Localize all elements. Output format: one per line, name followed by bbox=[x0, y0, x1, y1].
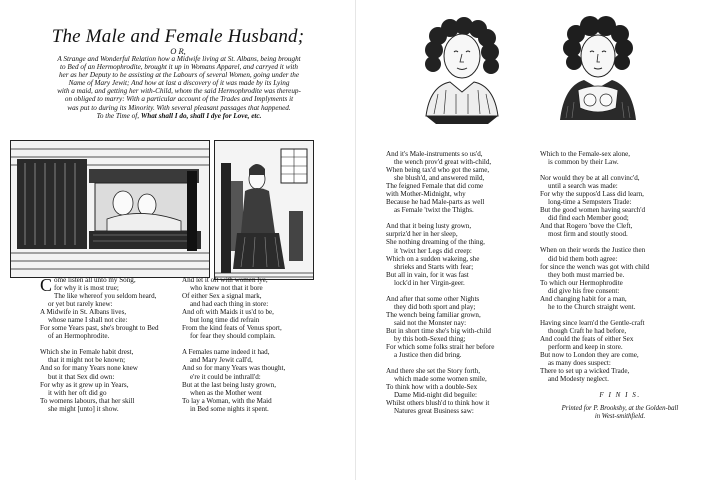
verse-line bbox=[182, 292, 348, 300]
tune-line bbox=[14, 112, 344, 120]
verse-line bbox=[386, 391, 546, 399]
finis: F I N I S. bbox=[599, 391, 641, 400]
verse-text: in Bed some nights it spent. bbox=[190, 404, 269, 413]
drop-cap: C bbox=[40, 275, 53, 295]
verse-text: for since the wench was got with child bbox=[540, 262, 650, 271]
verse-line bbox=[182, 364, 348, 372]
verse-line bbox=[386, 399, 546, 407]
verse-line bbox=[540, 279, 700, 287]
blurb-line: her as her Deputy to be assisting at the Labours of several Women, going under the bbox=[58, 71, 300, 80]
verse-line bbox=[386, 158, 546, 166]
verse-text: or yet but rarely knew: bbox=[48, 300, 113, 309]
verse-line bbox=[40, 332, 180, 340]
printer-imprint bbox=[540, 405, 700, 421]
verse-text: The feigned Female that did come bbox=[386, 182, 484, 191]
verse-text: To womens labours, that her skill bbox=[40, 396, 135, 405]
verse-text: For which some folks strait her before bbox=[386, 343, 495, 352]
blurb-line: A Strange and Wonderful Relation how a Midwife living at St. Albans, being brought bbox=[57, 55, 301, 63]
verse-text: Which she in Female habit drest, bbox=[40, 348, 134, 357]
verse-line bbox=[540, 222, 700, 230]
blurb-line: with a maid, and getting her with-Child, whom the said Hermophrodite was thereup- bbox=[57, 87, 301, 96]
verse-line bbox=[386, 263, 546, 271]
verse-line bbox=[182, 356, 348, 364]
verse-text: that it might not be known; bbox=[48, 356, 126, 365]
blurb-line: on obliged to marry: With a particular account of the Trades and Implyments it bbox=[64, 95, 294, 104]
verse-line bbox=[540, 174, 700, 182]
verse-text: whose name I shall not cite: bbox=[48, 316, 128, 325]
verse-text: is common by their Law. bbox=[548, 158, 619, 167]
verse-text: But at the last being lusty grown, bbox=[182, 380, 276, 389]
verse-line bbox=[182, 405, 348, 413]
stanza bbox=[386, 150, 546, 214]
verse-line bbox=[182, 324, 348, 332]
imprint-line: in West-smithfield. bbox=[594, 413, 646, 421]
verse-line bbox=[540, 335, 700, 343]
verse-line bbox=[540, 303, 700, 311]
verse-text: the wench prov'd great with-child, bbox=[394, 158, 492, 167]
verse-text: she blush'd, and answered mild, bbox=[394, 174, 485, 183]
verse-text: Which to the Female-sex alone, bbox=[540, 150, 631, 158]
verse-text: And so for many Years none knew bbox=[40, 364, 138, 373]
verse-text: Of either Sex a signal mark, bbox=[182, 292, 262, 301]
verse-text: did give his free consent: bbox=[548, 286, 620, 295]
verse-text: for why it is most true; bbox=[54, 284, 119, 293]
verse-text: And that it being lusty grown, bbox=[386, 222, 472, 231]
left-page-column-1 bbox=[40, 276, 180, 421]
blurb-line: was put to during its Minority. With several pleasant passages that happened. bbox=[67, 103, 291, 112]
ballad-description bbox=[14, 55, 344, 120]
verse-text: said not the Monster nay: bbox=[394, 318, 467, 327]
verse-text: Because he had Male-parts as well bbox=[386, 198, 485, 207]
verse-line bbox=[386, 375, 546, 383]
verse-text: She nothing dreaming of the thing, bbox=[386, 238, 485, 247]
verse-text: And could the feats of either Sex bbox=[540, 334, 634, 343]
verse-line bbox=[182, 276, 348, 284]
verse-text: for fear they should complain. bbox=[190, 332, 276, 341]
verse-line bbox=[182, 308, 348, 316]
verse-line bbox=[540, 351, 700, 359]
verse-line bbox=[386, 271, 546, 279]
verse-text: a Justice then did bring. bbox=[394, 351, 462, 360]
woodcut-seated-figure bbox=[214, 140, 314, 280]
verse-text: Having since learn'd the Gentle-craft bbox=[540, 318, 645, 327]
portrait-female-woodcut bbox=[552, 16, 642, 131]
verse-line bbox=[386, 311, 546, 319]
tune-name: What shall I do, shall I dye for Love, etc. bbox=[140, 111, 262, 120]
verse-text: When on their words the Justice then bbox=[540, 246, 646, 255]
verse-text: and had each thing in store: bbox=[190, 300, 269, 309]
verse-line bbox=[386, 383, 546, 391]
verse-line bbox=[386, 230, 546, 238]
verse-line bbox=[182, 348, 348, 356]
verse-line bbox=[386, 255, 546, 263]
verse-line bbox=[540, 287, 700, 295]
verse-line bbox=[386, 206, 546, 214]
verse-text: A Females name indeed it had, bbox=[182, 348, 270, 357]
stanza bbox=[182, 276, 348, 340]
verse-text: he to the Church straight went. bbox=[548, 302, 636, 311]
verse-line bbox=[386, 327, 546, 335]
verse-text: But now to London they are come, bbox=[540, 351, 639, 360]
tune-prefix: To the Time of, bbox=[96, 111, 140, 120]
verse-line bbox=[182, 381, 348, 389]
verse-line bbox=[540, 271, 700, 279]
verse-line bbox=[386, 174, 546, 182]
woodcut-bed-scene bbox=[10, 140, 210, 278]
verse-line bbox=[386, 351, 546, 359]
verse-text: lock'd in her Virgin-geer. bbox=[394, 278, 465, 287]
verse-line bbox=[540, 319, 700, 327]
verse-text: though Craft he had before, bbox=[548, 326, 627, 335]
verse-text: it with her oft did go bbox=[48, 388, 107, 397]
right-page bbox=[356, 0, 712, 480]
verse-line bbox=[386, 222, 546, 230]
verse-text: Nor would they be at all convinc'd, bbox=[540, 174, 640, 183]
verse-line bbox=[386, 295, 546, 303]
verse-line bbox=[40, 364, 180, 372]
verse-line bbox=[40, 316, 180, 324]
verse-text: long-time a Sempsters Trade: bbox=[548, 198, 632, 207]
verse-line bbox=[386, 238, 546, 246]
verse-text: it 'twixt her Legs did creep: bbox=[394, 246, 472, 255]
stanza bbox=[386, 367, 546, 415]
verse-line bbox=[386, 150, 546, 158]
stanza bbox=[40, 276, 180, 340]
verse-text: as many does suspect: bbox=[548, 359, 611, 368]
verse-text: For why as it grew up in Years, bbox=[40, 380, 129, 389]
verse-text: she might [unto] it show. bbox=[48, 404, 119, 413]
verse-line bbox=[40, 397, 180, 405]
verse-line bbox=[182, 316, 348, 324]
verse-line bbox=[182, 332, 348, 340]
portrait-male-woodcut bbox=[416, 16, 506, 131]
verse-text: When being tax'd who got the same, bbox=[386, 166, 490, 175]
verse-line bbox=[540, 367, 700, 375]
verse-text: by this both-Sexed thing; bbox=[394, 334, 466, 343]
verse-line bbox=[540, 214, 700, 222]
verse-line bbox=[40, 381, 180, 389]
verse-line bbox=[40, 389, 180, 397]
title-or: O R, bbox=[170, 46, 186, 56]
blurb-line: Name of Mary Jewit; And how at last a discovery of it was made by its Lying bbox=[68, 79, 290, 88]
verse-line bbox=[386, 319, 546, 327]
verse-line bbox=[386, 198, 546, 206]
verse-line bbox=[182, 284, 348, 292]
verse-line bbox=[540, 158, 700, 166]
verse-text: Which on a sudden wakeing, she bbox=[386, 254, 480, 263]
verse-line bbox=[386, 247, 546, 255]
verse-line bbox=[40, 356, 180, 364]
verse-line bbox=[40, 292, 180, 300]
verse-line bbox=[386, 303, 546, 311]
verse-text: but long time did refrain bbox=[190, 316, 260, 325]
verse-line bbox=[40, 308, 180, 316]
stanza bbox=[540, 174, 700, 238]
stanza bbox=[40, 348, 180, 412]
verse-line bbox=[40, 284, 180, 292]
verse-text: And let it oft with women lye, bbox=[182, 276, 268, 284]
verse-text: Natures great Business saw: bbox=[394, 407, 474, 416]
verse-text: The wench being familiar grown, bbox=[386, 310, 481, 319]
stanza bbox=[540, 319, 700, 383]
verse-text: but it that Sex did own: bbox=[48, 372, 115, 381]
verse-line bbox=[540, 327, 700, 335]
verse-text: e're it could be inthrall'd: bbox=[190, 372, 261, 381]
verse-line bbox=[386, 182, 546, 190]
stanza bbox=[182, 348, 348, 412]
verse-text: they did both sport and play; bbox=[394, 302, 476, 311]
verse-text: perform and keep in store. bbox=[548, 342, 623, 351]
verse-text: which made some women smile, bbox=[394, 375, 487, 384]
verse-line bbox=[540, 246, 700, 254]
verse-text: And it's Male-instruments so us'd, bbox=[386, 150, 483, 158]
verse-text: And there she set the Story forth, bbox=[386, 367, 480, 376]
verse-line bbox=[182, 300, 348, 308]
verse-text: And that Rogero 'bove the Cleft, bbox=[540, 222, 633, 231]
left-page-column-2 bbox=[182, 276, 348, 421]
verse-line bbox=[40, 348, 180, 356]
verse-line bbox=[386, 166, 546, 174]
verse-text: and Modesty neglect. bbox=[548, 375, 609, 384]
verse-text: of an Hermophrodite. bbox=[48, 332, 110, 341]
verse-line bbox=[540, 182, 700, 190]
verse-line bbox=[540, 375, 700, 383]
verse-line bbox=[40, 324, 180, 332]
verse-line bbox=[540, 150, 700, 158]
verse-text: until a search was made: bbox=[548, 182, 618, 191]
verse-text: The like whereof you seldom heard, bbox=[54, 292, 157, 301]
verse-text: A Midwife in St. Albans lives, bbox=[40, 308, 127, 317]
verse-line bbox=[540, 359, 700, 367]
verse-line bbox=[40, 300, 180, 308]
verse-text: did find each Member good; bbox=[548, 214, 629, 223]
verse-text: when as the Mother went bbox=[190, 388, 262, 397]
verse-text: they both must married be. bbox=[548, 270, 625, 279]
verse-text: To think how with a double-Sex bbox=[386, 383, 478, 392]
right-page-column-2 bbox=[540, 150, 700, 421]
verse-line bbox=[386, 335, 546, 343]
stanza bbox=[540, 246, 700, 310]
verse-text: But in short time she's big with-child bbox=[386, 326, 491, 335]
verse-text: and Mary Jewit call'd, bbox=[190, 356, 253, 365]
verse-line bbox=[540, 198, 700, 206]
verse-text: Dame Mid-night did beguile: bbox=[394, 391, 477, 400]
right-page-column-1 bbox=[386, 150, 546, 423]
verse-text: And after that some other Nights bbox=[386, 294, 480, 303]
verse-text: surpriz'd her in her sleep, bbox=[386, 230, 458, 239]
verse-line bbox=[540, 255, 700, 263]
verse-text: most firm and stoutly stood. bbox=[548, 230, 628, 239]
verse-line bbox=[540, 190, 700, 198]
stanza bbox=[540, 150, 700, 166]
stanza bbox=[386, 295, 546, 359]
verse-line bbox=[40, 373, 180, 381]
verse-text: did bid them both agree: bbox=[548, 254, 618, 263]
verse-line bbox=[540, 206, 700, 214]
verse-text: To lay a Woman, with the Maid bbox=[182, 396, 272, 405]
verse-text: who knew not that it bore bbox=[190, 284, 263, 293]
verse-line bbox=[540, 343, 700, 351]
verse-text: But all in vain, for it was fast bbox=[386, 270, 469, 279]
verse-line bbox=[386, 190, 546, 198]
verse-line bbox=[540, 295, 700, 303]
verse-line bbox=[182, 389, 348, 397]
verse-text: And oft with Maids it us'd to be, bbox=[182, 308, 274, 317]
verse-text: To which our Hermophrodite bbox=[540, 278, 623, 287]
verse-text: shrieks and Starts with fear; bbox=[394, 262, 474, 271]
verse-text: For why the suppos'd Lass did learn, bbox=[540, 190, 644, 199]
verse-text: From the kind feats of Venus sport, bbox=[182, 324, 282, 333]
ballad-title: The Male and Female Husband; bbox=[51, 26, 305, 47]
verse-line bbox=[182, 397, 348, 405]
verse-text: with Mother-Midnight, why bbox=[386, 190, 466, 199]
verse-line bbox=[40, 405, 180, 413]
verse-text: as Female 'twixt the Thighs. bbox=[394, 206, 474, 215]
blurb-line: to Bed of an Hermophrodite, brought it up in Womans Apparel, and carryed it with bbox=[60, 63, 298, 72]
right-page-column-2-stanzas bbox=[540, 150, 700, 383]
verse-line bbox=[386, 407, 546, 415]
imprint-line: Printed for P. Brooksby, at the Golden-ball bbox=[561, 405, 679, 413]
verse-line bbox=[386, 367, 546, 375]
verse-text: But the good women having search'd bbox=[540, 206, 646, 215]
verse-line bbox=[386, 343, 546, 351]
verse-line bbox=[182, 373, 348, 381]
verse-line bbox=[540, 230, 700, 238]
verse-line bbox=[540, 263, 700, 271]
verse-text: And changing habit for a man, bbox=[540, 294, 627, 303]
verse-text: There to set up a wicked Trade, bbox=[540, 367, 630, 376]
stanza bbox=[386, 222, 546, 286]
verse-text: ome listen all unto my Song, bbox=[54, 276, 136, 284]
verse-text: Whilst others blush'd to think how it bbox=[386, 399, 490, 408]
verse-line bbox=[386, 279, 546, 287]
verse-text: For some Years past, she's brought to Bed bbox=[40, 324, 159, 333]
verse-text: And so for many Years was thought, bbox=[182, 364, 286, 373]
